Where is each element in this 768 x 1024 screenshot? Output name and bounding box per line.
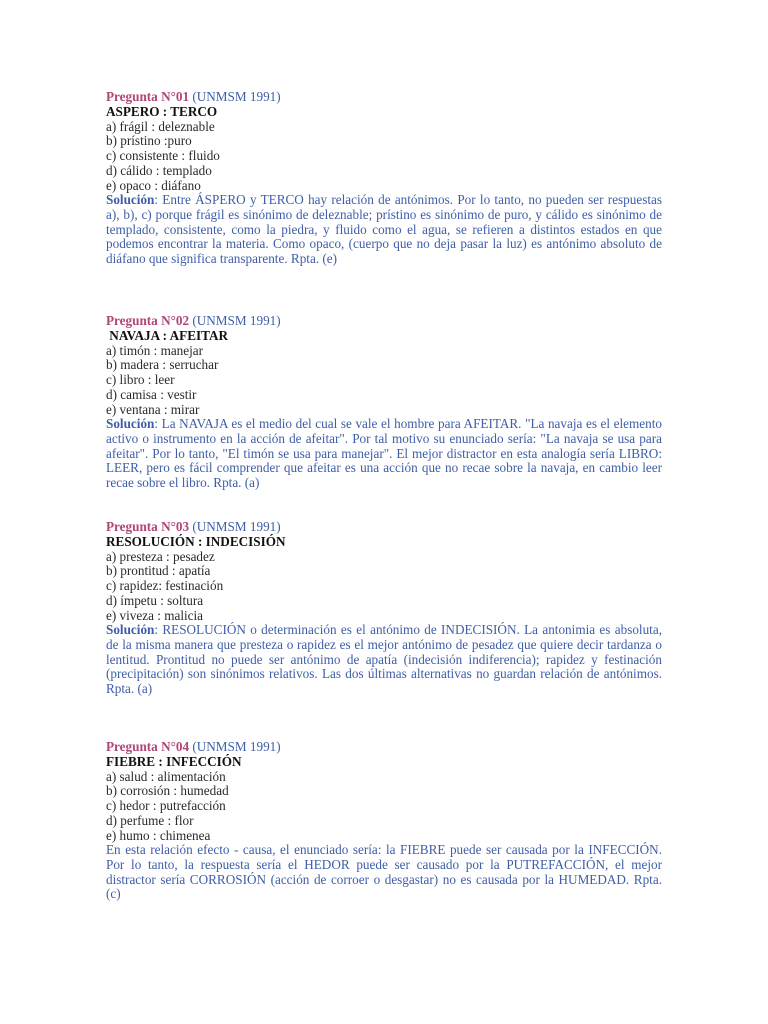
question-source: (UNMSM 1991) xyxy=(192,313,281,328)
option-a: a) timón : manejar xyxy=(106,342,204,358)
question-number: Pregunta N°01 xyxy=(106,89,190,104)
question-source: (UNMSM 1991) xyxy=(192,739,281,754)
solution-label: Solución xyxy=(106,622,155,638)
solution-text: : Entre ÁSPERO y TERCO hay relación de antónimos. Por lo tanto, no pueden ser respuestas a), b), c) porque frágil es sinónimo de deleznable; prístino es sinónimo de puro, y cálido es sinónimo de templado, consistente, como la piedra, y fluido como el agua, se refieren a distintos estados en que podemos encontrar la materia. Como opaco, (cuerpo que no deja pasar la luz) es antónimo absoluto de diáfano que significa transparente. Rpta. (e) xyxy=(106,192,662,267)
question-number: Pregunta N°02 xyxy=(106,313,190,328)
question-4 xyxy=(106,740,662,902)
option-a: a) frágil : deleznable xyxy=(106,118,215,134)
option-d: d) perfume : flor xyxy=(106,812,194,828)
question-number: Pregunta N°03 xyxy=(106,519,190,534)
question-source: (UNMSM 1991) xyxy=(192,89,281,104)
question-header xyxy=(106,90,662,105)
option-b: b) madera : serruchar xyxy=(106,357,219,373)
option-c: c) libro : leer xyxy=(106,372,175,388)
option-c: c) consistente : fluido xyxy=(106,148,220,164)
option-b: b) corrosión : humedad xyxy=(106,783,229,799)
solution-paragraph xyxy=(106,623,662,697)
option-d: d) cálido : templado xyxy=(106,162,212,178)
option-e: e) ventana : mirar xyxy=(106,401,200,417)
option-d: d) ímpetu : soltura xyxy=(106,592,204,608)
option-e: e) opaco : diáfano xyxy=(106,177,201,193)
option-b: b) prontitud : apatía xyxy=(106,563,211,579)
option-e: e) viveza : malicia xyxy=(106,607,204,623)
solution-text: En esta relación efecto - causa, el enunciado sería: la FIEBRE puede ser causada por la INFECCIÓN. Por lo tanto, la respuesta sería el HEDOR puede ser causado por la PUTREFACCIÓN, el mejor distractor sería CORROSIÓN (acción de corroer o desgastar) no es causada por la HUMEDAD. Rpta. (c) xyxy=(106,842,662,902)
solution-label: Solución xyxy=(106,192,155,208)
option-e: e) humo : chimenea xyxy=(106,827,211,843)
question-source: (UNMSM 1991) xyxy=(192,519,281,534)
solution-label: Solución xyxy=(106,416,155,432)
solution-paragraph xyxy=(106,843,662,902)
option-a: a) salud : alimentación xyxy=(106,768,226,784)
question-header xyxy=(106,520,662,535)
option-b: b) prístino :puro xyxy=(106,133,192,149)
question-2 xyxy=(106,314,662,491)
question-number: Pregunta N°04 xyxy=(106,739,190,754)
option-d: d) camisa : vestir xyxy=(106,386,197,402)
analogy-pair: RESOLUCIÓN : INDECISIÓN xyxy=(106,534,286,549)
analogy-pair: ASPERO : TERCO xyxy=(106,104,218,119)
question-header xyxy=(106,740,662,755)
option-a: a) presteza : pesadez xyxy=(106,548,215,564)
analogy-pair: FIEBRE : INFECCIÓN xyxy=(106,754,242,769)
solution-text: : La NAVAJA es el medio del cual se vale el hombre para AFEITAR. "La navaja es el elemento activo o instrumento en la acción de afeitar". Por tal motivo su enunciado sería: "La navaja se usa para afeitar". Por lo tanto, "El timón se usa para manejar". El mejor distractor en esta analogía sería LIBRO: LEER, pero es fácil comprender que afeitar es una acción que no recae sobre la navaja, en cambio leer recae sobre el libro. Rpta. (a) xyxy=(106,416,662,491)
analogy-pair: NAVAJA : AFEITAR xyxy=(106,328,229,343)
option-c: c) hedor : putrefacción xyxy=(106,798,226,814)
solution-paragraph xyxy=(106,417,662,491)
solution-text: : RESOLUCIÓN o determinación es el antónimo de INDECISIÓN. La antonimia es absoluta, de la misma manera que presteza o rapidez es el mejor antónimo de pesadez que quiere decir tardanza o lentitud. Prontitud no puede ser antónimo de apatía (indecisión indiferencia); rapidez y festinación (precipitación) son sinónimos relativos. Las dos últimas alternativas no guardan relación de antónimos. Rpta. (a) xyxy=(106,622,662,697)
question-header xyxy=(106,314,662,329)
option-c: c) rapidez: festinación xyxy=(106,578,224,594)
question-3 xyxy=(106,520,662,697)
question-1 xyxy=(106,90,662,267)
solution-paragraph xyxy=(106,193,662,267)
